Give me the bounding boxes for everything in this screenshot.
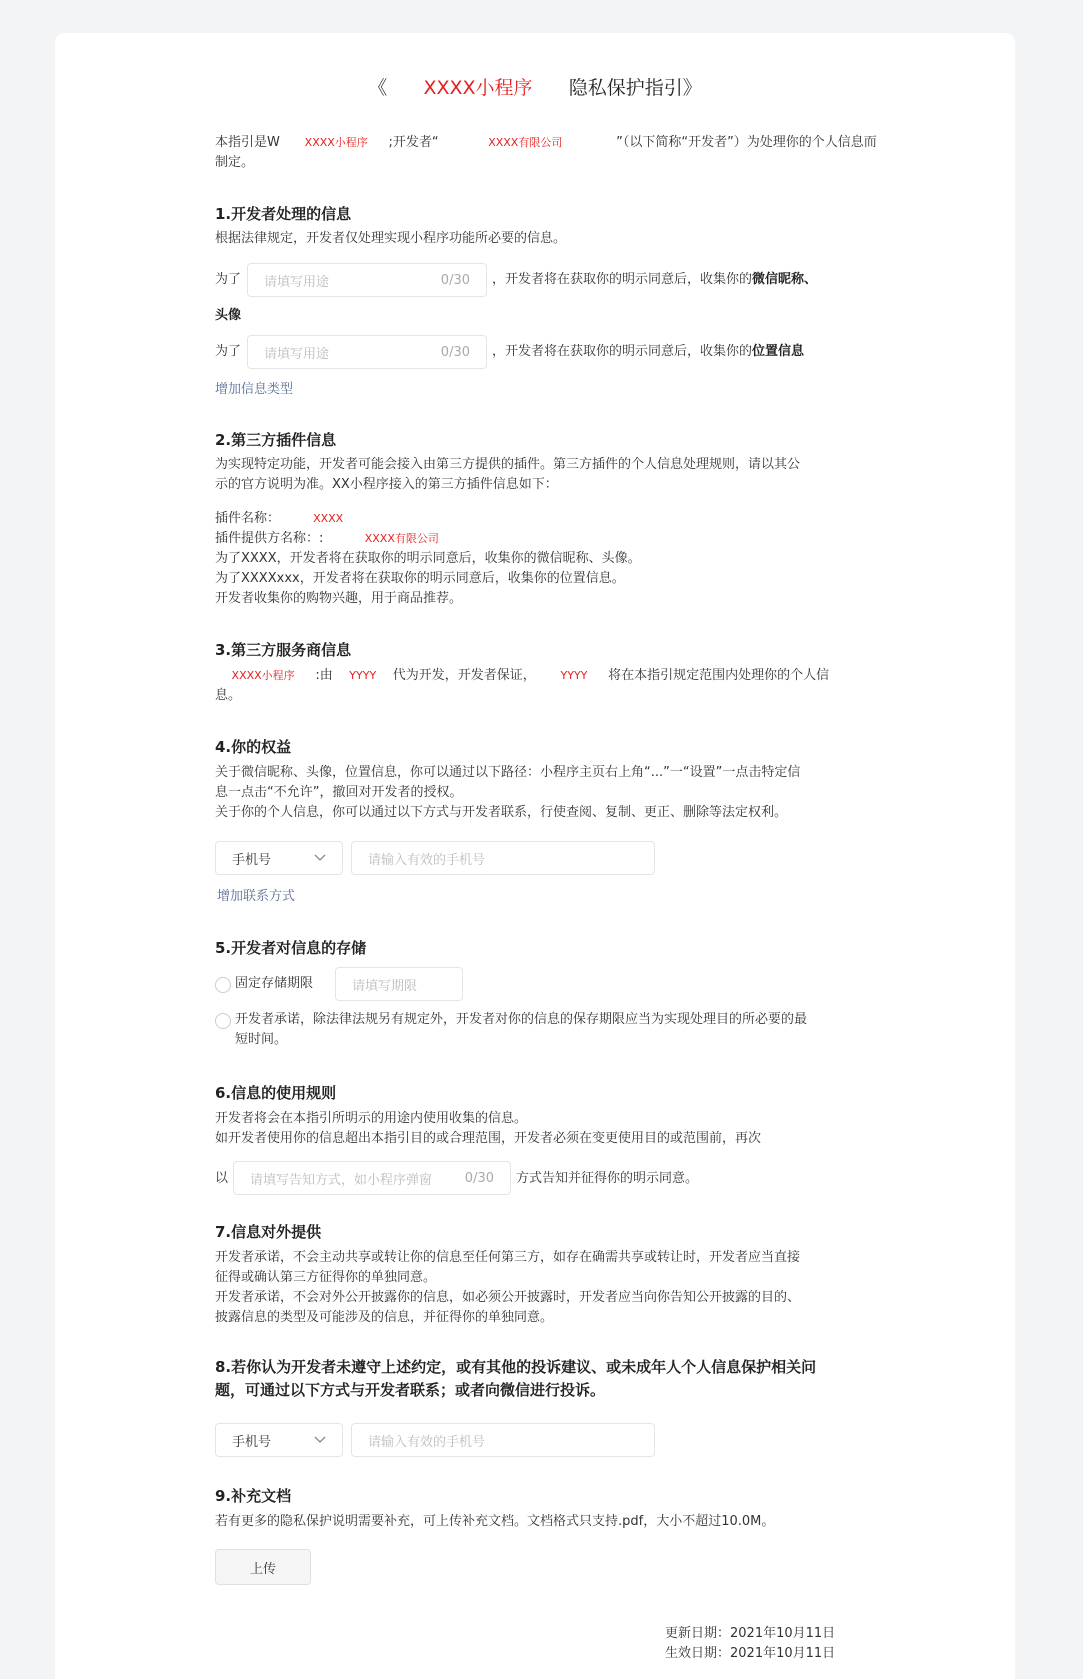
s6-prefix: 以	[215, 1171, 229, 1186]
section-8-title-1: 8.若你认为开发者未遵守上述约定，或有其他的投诉建议、或未成年人个人信息保护相关问	[215, 1358, 817, 1376]
section-9-title: 9.补充文档	[215, 1487, 292, 1505]
section-3-title: 3.第三方服务商信息	[215, 641, 352, 659]
s3-vendor-1: YYYY	[349, 669, 377, 682]
s7-line-2: 征得或确认第三方征得你的单独同意。	[215, 1270, 437, 1285]
intro-company: XXXX有限公司	[488, 136, 563, 149]
s5-period-input[interactable]: 请填写期限	[335, 967, 463, 1001]
privacy-guide-card	[55, 33, 1015, 1679]
s2-line-2: 为了XXXXxxx，开发者将在获取你的明示同意后，收集你的位置信息。	[215, 571, 625, 586]
s4-line-1: 关于微信昵称、头像，位置信息，你可以通过以下路径：小程序主页右上角“...”一“设置”一点击特定信	[215, 765, 801, 780]
s3-app-name: XXXX小程序	[231, 669, 295, 682]
s6-line-2: 如开发者使用你的信息超出本指引目的或合理范围，开发者必须在变更使用目的或范围前，再次	[215, 1131, 762, 1146]
chevron-down-icon	[314, 851, 326, 866]
intro-line-2: 制定。	[215, 155, 255, 170]
chevron-down-icon	[314, 1433, 326, 1448]
s4-line-2: 息一点击“不允许”，撤回对开发者的授权。	[215, 785, 463, 800]
s1-row2-prefix: 为了	[215, 344, 242, 359]
s2-provider-value: XXXX有限公司	[364, 532, 439, 545]
intro-app-name: XXXX小程序	[304, 136, 368, 149]
title-app-name: XXXX小程序	[423, 77, 533, 99]
s2-provider: 插件提供方名称：: XXXX有限公司	[215, 531, 439, 546]
s4-contact-type-select[interactable]: 手机号	[215, 841, 343, 875]
s5-radio-commit[interactable]	[215, 1013, 231, 1029]
s6-suffix: 方式告知并征得你的明示同意。	[516, 1171, 699, 1186]
s2-plugin-name-value: XXXX	[313, 512, 344, 525]
section-4-title: 4.你的权益	[215, 738, 292, 756]
s6-line-1: 开发者将会在本指引所明示的用途内使用收集的信息。	[215, 1111, 528, 1126]
s2-line-3: 开发者收集你的购物兴趣，用于商品推荐。	[215, 591, 463, 606]
s2-desc-1: 为实现特定功能，开发者可能会接入由第三方提供的插件。第三方插件的个人信息处理规则，请以其公	[215, 457, 801, 472]
s1-row2-suffix: ，开发者将在获取你的明示同意后，收集你的位置信息	[492, 344, 805, 359]
add-contact-link[interactable]: 增加联系方式	[217, 889, 296, 904]
s5-opt1-label: 固定存储期限	[235, 976, 314, 991]
s6-notify-input[interactable]: 请填写告知方式，如小程序弹窗 0/30	[233, 1161, 511, 1195]
s5-opt2-line-1: 开发者承诺，除法律法规另有规定外，开发者对你的信息的保存期限应当为实现处理目的所必要的最	[235, 1012, 808, 1027]
s8-contact-type-select[interactable]: 手机号	[215, 1423, 343, 1457]
s7-line-4: 披露信息的类型及可能涉及的信息，并征得你的单独同意。	[215, 1310, 554, 1325]
s9-desc: 若有更多的隐私保护说明需要补充，可上传补充文档。文档格式只支持.pdf，大小不超过10.0M。	[215, 1514, 775, 1529]
updated-date: 更新日期：2021年10月11日	[665, 1626, 836, 1641]
section-7-title: 7.信息对外提供	[215, 1223, 322, 1241]
s1-purpose-input-1[interactable]: 请填写用途 0/30	[247, 263, 487, 297]
section-1-desc: 根据法律规定，开发者仅处理实现小程序功能所必要的信息。	[215, 231, 567, 246]
section-6-title: 6.信息的使用规则	[215, 1084, 337, 1102]
s1-purpose-input-2[interactable]: 请填写用途 0/30	[247, 335, 487, 369]
s3-vendor-2: YYYY	[560, 669, 588, 682]
s7-line-1: 开发者承诺，不会主动共享或转让你的信息至任何第三方，如存在确需共享或转让时，开发者应当直接	[215, 1250, 801, 1265]
s1-row1-prefix: 为了	[215, 272, 242, 287]
s1-row1-suffix: ，开发者将在获取你的明示同意后，收集你的微信昵称、	[492, 272, 818, 287]
effective-date: 生效日期：2021年10月11日	[665, 1646, 836, 1661]
section-8-title-2: 题，可通过以下方式与开发者联系；或者向微信进行投诉。	[215, 1381, 606, 1399]
s7-line-3: 开发者承诺，不会对外公开披露你的信息，如必须公开披露时，开发者应当向你告知公开披露的目的、	[215, 1290, 801, 1305]
s2-desc-2: 示的官方说明为准。XX小程序接入的第三方插件信息如下：	[215, 477, 558, 492]
s1-row1-wrap: 头像	[215, 308, 242, 323]
s2-plugin-name: 插件名称： XXXX	[215, 511, 344, 526]
section-2-title: 2.第三方插件信息	[215, 431, 337, 449]
s8-phone-input[interactable]: 请输入有效的手机号	[351, 1423, 655, 1457]
s2-line-1: 为了XXXX，开发者将在获取你的明示同意后，收集你的微信昵称、头像。	[215, 551, 641, 566]
s5-opt2-line-2: 短时间。	[235, 1032, 288, 1047]
upload-button[interactable]: 上传	[215, 1549, 311, 1585]
section-5-title: 5.开发者对信息的存储	[215, 939, 367, 957]
intro-line-1: 本指引是W XXXX小程序 ;开发者“ XXXX有限公司 ”（以下简称“开发者”）为处理你的个人信息而	[215, 135, 877, 150]
s5-radio-fixed[interactable]	[215, 977, 231, 993]
add-info-type-link[interactable]: 增加信息类型	[215, 382, 294, 397]
s4-phone-input[interactable]: 请输入有效的手机号	[351, 841, 655, 875]
s3-line-2: 息。	[215, 688, 242, 703]
page-title: 《 XXXX小程序 隐私保护指引》	[368, 77, 702, 99]
s4-line-3: 关于你的个人信息，你可以通过以下方式与开发者联系，行使查阅、复制、更正、删除等法定权利。	[215, 805, 788, 820]
section-1-title: 1.开发者处理的信息	[215, 205, 352, 223]
s3-line-1: XXXX小程序 :由 YYYY 代为开发，开发者保证， YYYY 将在本指引规定范围内处理你的个人信	[231, 668, 830, 683]
